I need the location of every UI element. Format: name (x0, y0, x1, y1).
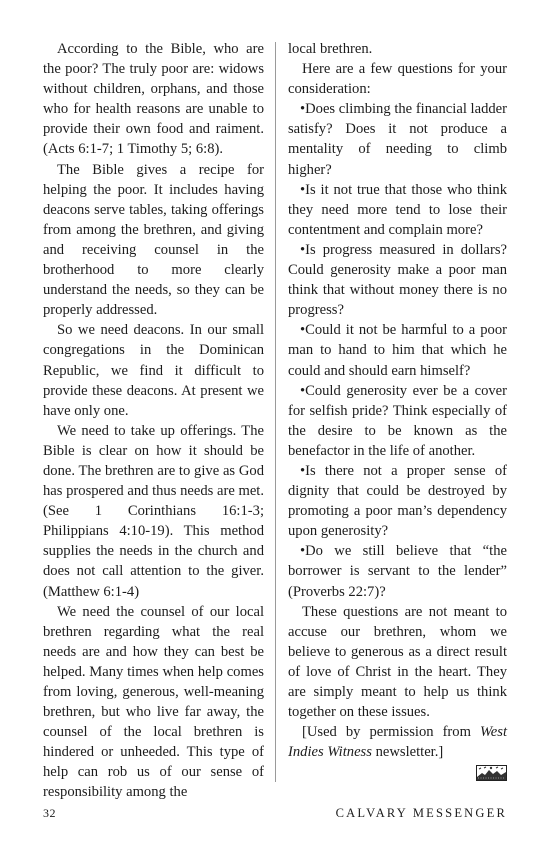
question-item (288, 541, 507, 601)
question-text: Could it not be harmful to a poor man to hand to him that which he could and should earn himself? (288, 322, 507, 379)
running-head: CALVARY MESSENGER (335, 806, 507, 820)
bullet-icon: • (300, 543, 306, 560)
question-item (288, 99, 507, 179)
question-item (288, 461, 507, 541)
credit-source: West Indies Witness (288, 724, 507, 761)
question-text: Could generosity ever be a cover for selfish pride? Think especially of the desire to be known as the benefactor in the life of another. (288, 382, 507, 459)
bullet-icon: • (300, 322, 306, 339)
right-column (288, 39, 507, 762)
question-text: Do we still believe that “the borrower is servant to the lender” (Proverbs 22:7)? (288, 543, 507, 600)
question-text: Is there not a proper sense of dignity that could be destroyed by promoting a poor man’s dependency upon generosity? (288, 462, 507, 540)
question-text: Is progress measured in dollars? Could generosity make a poor man think that without money there is no progress? (288, 241, 507, 319)
bullet-icon: • (300, 181, 306, 198)
paragraph-need-deacons: So we need deacons. In our small congregations in the Dominican Republic, we find it difficult to provide these deacons. At present we have only one. (43, 322, 264, 419)
credit-prefix: [Used by permission from (302, 724, 480, 741)
question-item (288, 320, 507, 380)
question-item (288, 381, 507, 461)
paragraph-offerings: We need to take up offerings. The Bible is clear on how it should be done. The brethren are to give as God has prospered and thus needs are met. (See 1 Corinthians 16:1-3; Philippians 4:10-19). This method supplies the needs in the church and does not call attention to the giver. (Matthew 6:1-4) (43, 422, 264, 600)
question-text: Is it not true that those who think they need more tend to lose their contentment and complain more? (288, 181, 507, 238)
paragraph-who-are-the-poor: According to the Bible, who are the poor? The truly poor are: widows without children, orphans, and those who for health reasons are unable to provide their own food and raiment. (Acts 6:1-7; 1 Timothy 5; 6:8). (43, 41, 264, 158)
credit-suffix: newsletter.] (371, 744, 444, 761)
bullet-icon: • (300, 382, 306, 399)
paragraph-questions-intro: Here are a few questions for your consideration: (288, 61, 507, 98)
question-item (288, 180, 507, 240)
question-text: Does climbing the financial ladder satisfy? Does it not produce a mentality of needing to climb higher? (288, 101, 507, 178)
paragraph-continuation: local brethren. (288, 41, 373, 57)
landscape-vignette-icon (476, 765, 507, 781)
bullet-icon: • (300, 462, 306, 479)
page-number: 32 (43, 806, 56, 820)
column-divider (275, 42, 276, 782)
bullet-icon: • (300, 241, 306, 258)
question-item (288, 240, 507, 320)
left-column (43, 39, 264, 803)
paragraph-local-counsel: We need the counsel of our local brethren regarding what the real needs are and how they can best be helped. Many times when help comes from loving, generous, well-meaning brethren, but who live far away, the counsel of the local brethren is hindered or unheeded. This type of help can rob us of our sense of responsibility among the (43, 603, 264, 801)
bullet-icon: • (300, 101, 306, 118)
permission-credit (288, 722, 507, 762)
paragraph-closing: These questions are not meant to accuse our brethren, whom we believe to generous as a direct result of love of Christ in the heart. They are simply meant to help us think together on these issues. (288, 603, 507, 721)
paragraph-bible-recipe: The Bible gives a recipe for helping the poor. It includes having deacons serve tables, taking offerings from among the brethren, and giving and receiving counsel in the brotherhood to more clearly understand the needs, so they can be properly addressed. (43, 161, 264, 319)
